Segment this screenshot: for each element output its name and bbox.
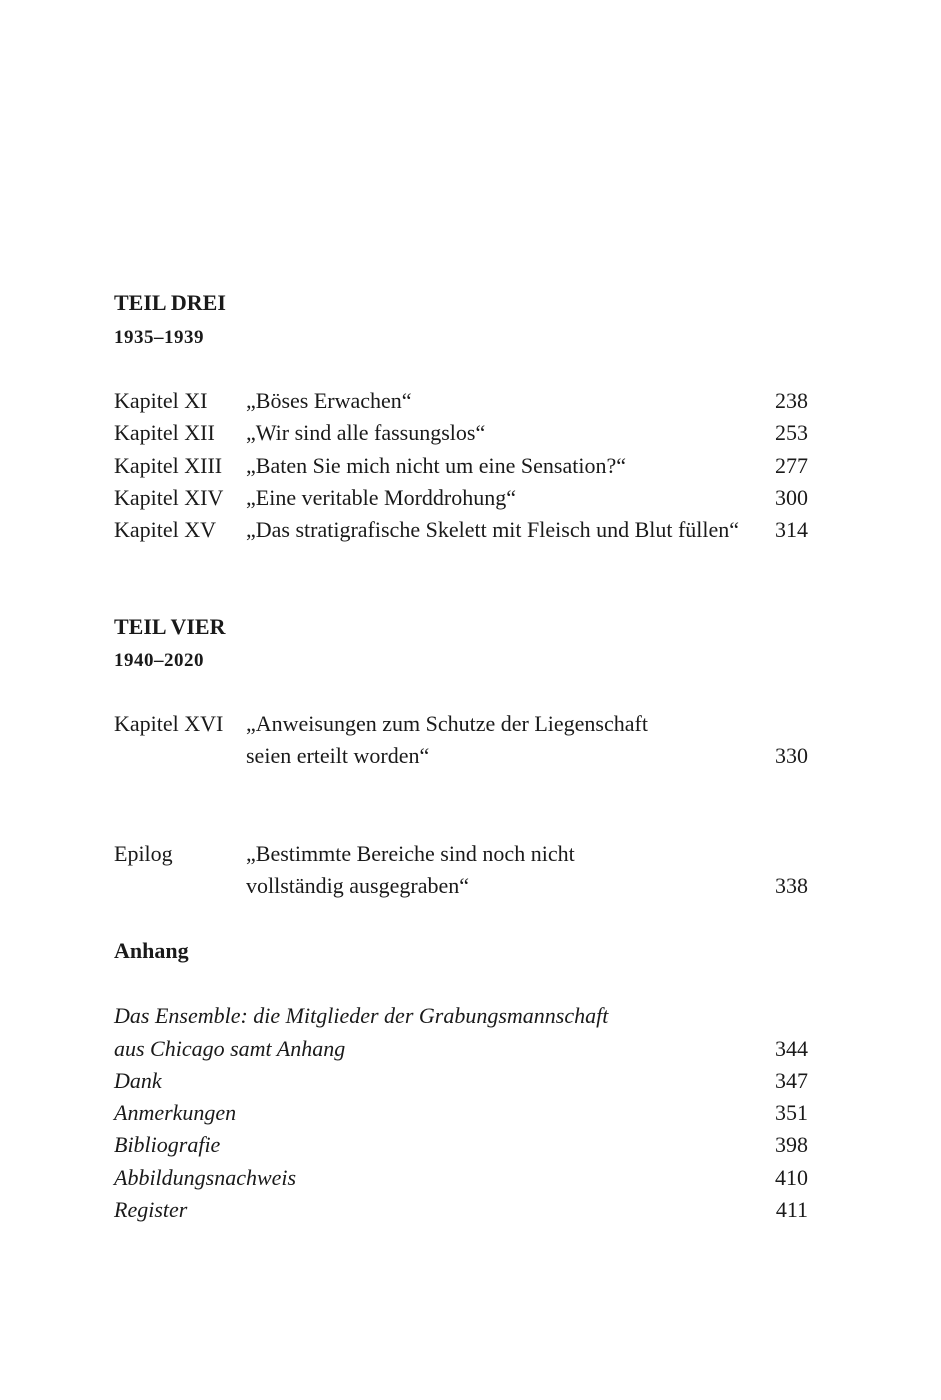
appendix-title-line1: Das Ensemble: die Mitglieder der Grabungsmannschaft (114, 1003, 609, 1028)
part-four-heading (114, 612, 808, 642)
page-number: 351 (775, 1100, 808, 1125)
toc-entry[interactable] (114, 451, 808, 481)
chapter-title: „Das stratigrafische Skelett mit Fleisch und Blut füllen“ (246, 517, 740, 542)
page-number: 330 (775, 743, 808, 768)
appendix-entry[interactable] (114, 1098, 808, 1128)
page-number: 347 (775, 1068, 808, 1093)
appendix-title: Register (114, 1197, 188, 1222)
page-number: 344 (775, 1036, 808, 1061)
page-number: 410 (775, 1165, 808, 1190)
appendix-title: Dank (114, 1068, 162, 1093)
part-years: 1935–1939 (114, 327, 204, 348)
appendix-heading (114, 936, 808, 966)
appendix-entry[interactable] (114, 1163, 808, 1193)
chapter-title: „Böses Erwachen“ (246, 388, 412, 413)
toc-entry[interactable] (114, 709, 808, 739)
epilog-title-line2: vollständig ausgegraben“ (246, 873, 469, 898)
part-three-years (114, 323, 808, 353)
toc-entry[interactable] (114, 386, 808, 416)
appendix-title: Abbildungsnachweis (114, 1165, 297, 1190)
toc-entry-continued[interactable] (114, 741, 808, 771)
page-number: 277 (775, 453, 808, 478)
chapter-label: Kapitel XII (114, 420, 215, 445)
page-number: 300 (775, 485, 808, 510)
chapter-label: Kapitel XV (114, 517, 217, 542)
appendix-title: Anmerkungen (114, 1100, 237, 1125)
part-title: TEIL DREI (114, 290, 226, 315)
appendix-entry[interactable] (114, 1034, 808, 1064)
toc-entry[interactable] (114, 483, 808, 513)
chapter-label: Kapitel XI (114, 388, 208, 413)
chapter-title: „Wir sind alle fassungslos“ (246, 420, 486, 445)
epilog-entry[interactable] (114, 839, 808, 869)
appendix-entry[interactable] (114, 1001, 808, 1031)
epilog-title-line1: „Bestimmte Bereiche sind noch nicht (246, 841, 575, 866)
epilog-entry-continued[interactable] (114, 871, 808, 901)
page-number: 411 (775, 1197, 808, 1222)
page-number: 238 (775, 388, 808, 413)
chapter-title: „Eine veritable Morddrohung“ (246, 485, 517, 510)
chapter-title-line2: seien erteilt worden“ (246, 743, 430, 768)
part-title: TEIL VIER (114, 614, 226, 639)
appendix-title: Bibliografie (114, 1132, 221, 1157)
page-number: 253 (775, 420, 808, 445)
part-four-years (114, 646, 808, 676)
chapter-title-line1: „Anweisungen zum Schutze der Liegenschaft (246, 711, 648, 736)
page-number: 338 (775, 873, 808, 898)
appendix-entry[interactable] (114, 1130, 808, 1160)
part-years: 1940–2020 (114, 650, 204, 671)
toc-entry[interactable] (114, 418, 808, 448)
chapter-label: Kapitel XIV (114, 485, 224, 510)
toc-entry[interactable] (114, 515, 808, 545)
page-number: 398 (775, 1132, 808, 1157)
part-three-heading (114, 288, 808, 318)
appendix-entry[interactable] (114, 1195, 808, 1225)
epilog-label: Epilog (114, 841, 173, 866)
appendix-title: Anhang (114, 938, 189, 963)
chapter-label: Kapitel XVI (114, 711, 224, 736)
chapter-label: Kapitel XIII (114, 453, 223, 478)
appendix-title: aus Chicago samt Anhang (114, 1036, 346, 1061)
page-number: 314 (775, 517, 808, 542)
appendix-entry[interactable] (114, 1066, 808, 1096)
chapter-title: „Baten Sie mich nicht um eine Sensation?“ (246, 453, 627, 478)
